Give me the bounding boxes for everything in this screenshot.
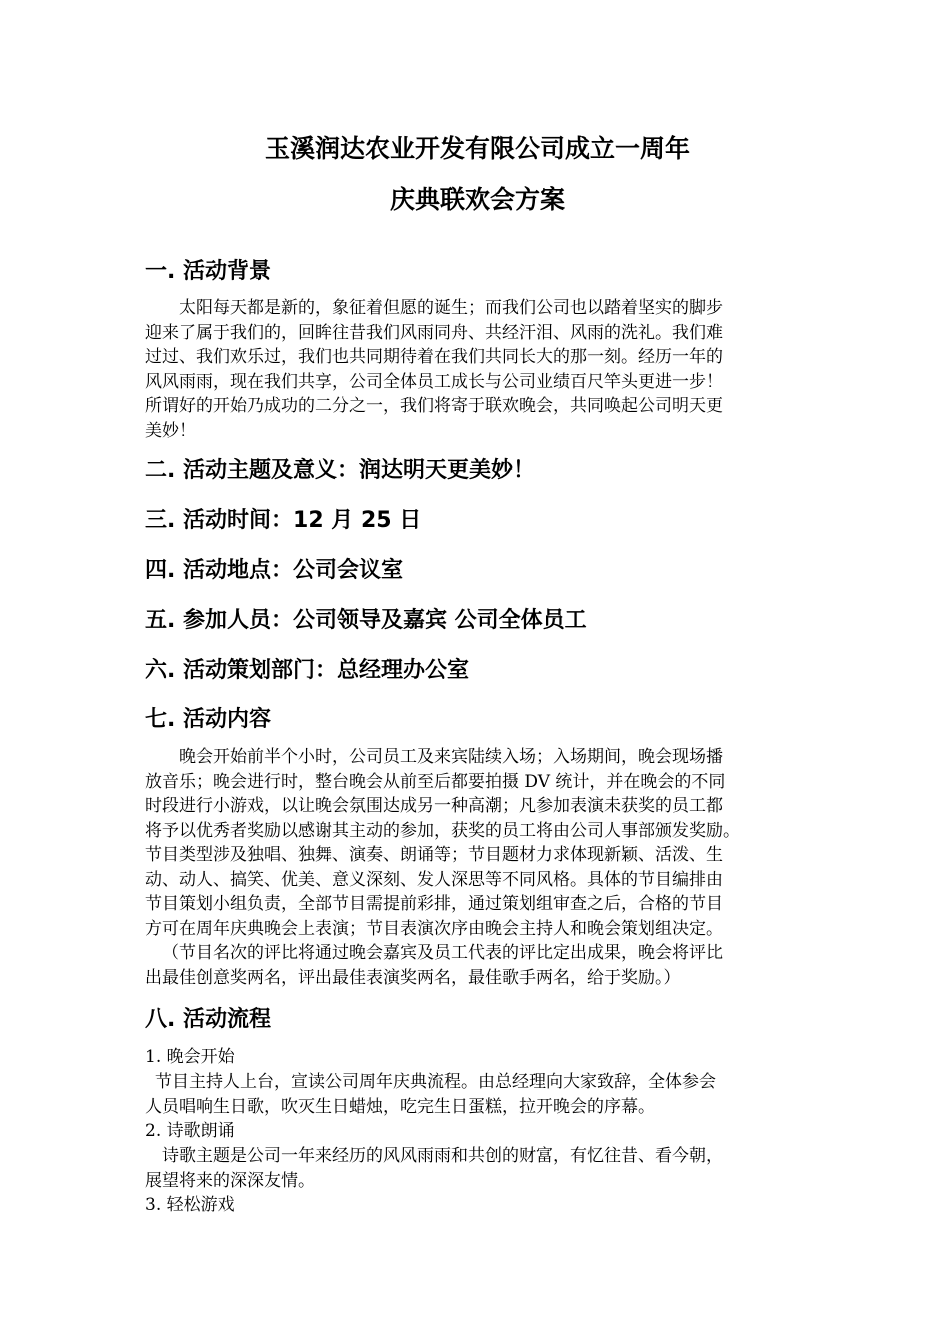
paragraph-line: 动、动人、搞笑、优美、意义深刻、发人深思等不同风格。具体的节目编排由 [145,869,723,890]
section-body-content [145,745,810,990]
process-item-title: 1. 晚会开始 [145,1047,235,1067]
section-body-background [145,296,810,443]
paragraph-line: 过过、我们欢乐过，我们也共同期待着在我们共同长大的那一刻。经历一年的 [145,347,723,367]
section-heading-department: 六. 活动策划部门：总经理办公室 [145,658,470,683]
paragraph-line: 节目策划小组负责，全部节目需提前彩排，通过策划组审查之后，合格的节目 [145,894,723,914]
paragraph-line: 风风雨雨，现在我们共享，公司全体员工成长与公司业绩百尺竿头更进一步！ [145,371,723,392]
section-heading-content: 七. 活动内容 [145,707,272,732]
process-item-title: 3. 轻松游戏 [145,1195,235,1215]
section-heading-process: 八. 活动流程 [145,1007,272,1032]
paragraph-line: 放音乐；晚会进行时，整台晚会从前至后都要拍摄 DV 统计，并在晚会的不同 [145,771,726,792]
paragraph-line: 节目主持人上台，宣读公司周年庆典流程。由总经理向大家致辞，全体参会 [155,1072,716,1092]
section-heading-time: 三. 活动时间：12 月 25 日 [145,508,422,533]
section-heading-location: 四. 活动地点：公司会议室 [145,558,404,583]
paragraph-line: 诗歌主题是公司一年来经历的风风雨雨和共创的财富，有忆往昔、看今朝， [162,1146,723,1166]
paragraph-line: 展望将来的深深友情。 [145,1170,315,1191]
section-heading-theme: 二. 活动主题及意义：润达明天更美妙！ [145,458,536,483]
section-heading-background: 一. 活动背景 [145,259,272,284]
section-heading-participants: 五. 参加人员：公司领导及嘉宾 公司全体员工 [145,608,587,633]
paragraph-line: 将予以优秀者奖励以感谢其主动的参加，获奖的员工将由公司人事部颁发奖励。 [145,820,740,841]
process-item-title: 2. 诗歌朗诵 [145,1121,235,1141]
process-item-body [145,1070,810,1119]
paragraph-line: 晚会开始前半个小时，公司员工及来宾陆续入场；入场期间，晚会现场播 [179,747,723,767]
paragraph-line: 方可在周年庆典晚会上表演；节目表演次序由晚会主持人和晚会策划组决定。 [145,918,723,939]
paragraph-line: 出最佳创意奖两名，评出最佳表演奖两名，最佳歌手两名，给于奖励。） [145,967,681,988]
paragraph-line: （节目名次的评比将通过晚会嘉宾及员工代表的评比定出成果，晚会将评比 [162,943,723,963]
paragraph-line: 时段进行小游戏，以让晚会氛围达成另一种高潮；凡参加表演未获奖的员工都 [145,796,723,816]
document-title-line2: 庆典联欢会方案 [389,185,565,214]
document-title-line1: 玉溪润达农业开发有限公司成立一周年 [264,134,690,163]
paragraph-line: 迎来了属于我们的，回眸往昔我们风雨同舟、共经汗泪、风雨的洗礼。我们难 [145,322,723,343]
paragraph-line: 人员唱响生日歌，吹灭生日蜡烛，吃完生日蛋糕，拉开晚会的序幕。 [145,1096,655,1117]
process-item-body [145,1144,810,1193]
paragraph-line: 太阳每天都是新的，象征着但愿的诞生；而我们公司也以踏着坚实的脚步 [179,298,723,318]
paragraph-line: 所谓好的开始乃成功的二分之一，我们将寄于联欢晚会，共同唤起公司明天更 [145,396,723,416]
paragraph-line: 美妙！ [145,420,196,441]
paragraph-line: 节目类型涉及独唱、独舞、演奏、朗诵等；节目题材力求体现新颖、活泼、生 [145,845,723,865]
